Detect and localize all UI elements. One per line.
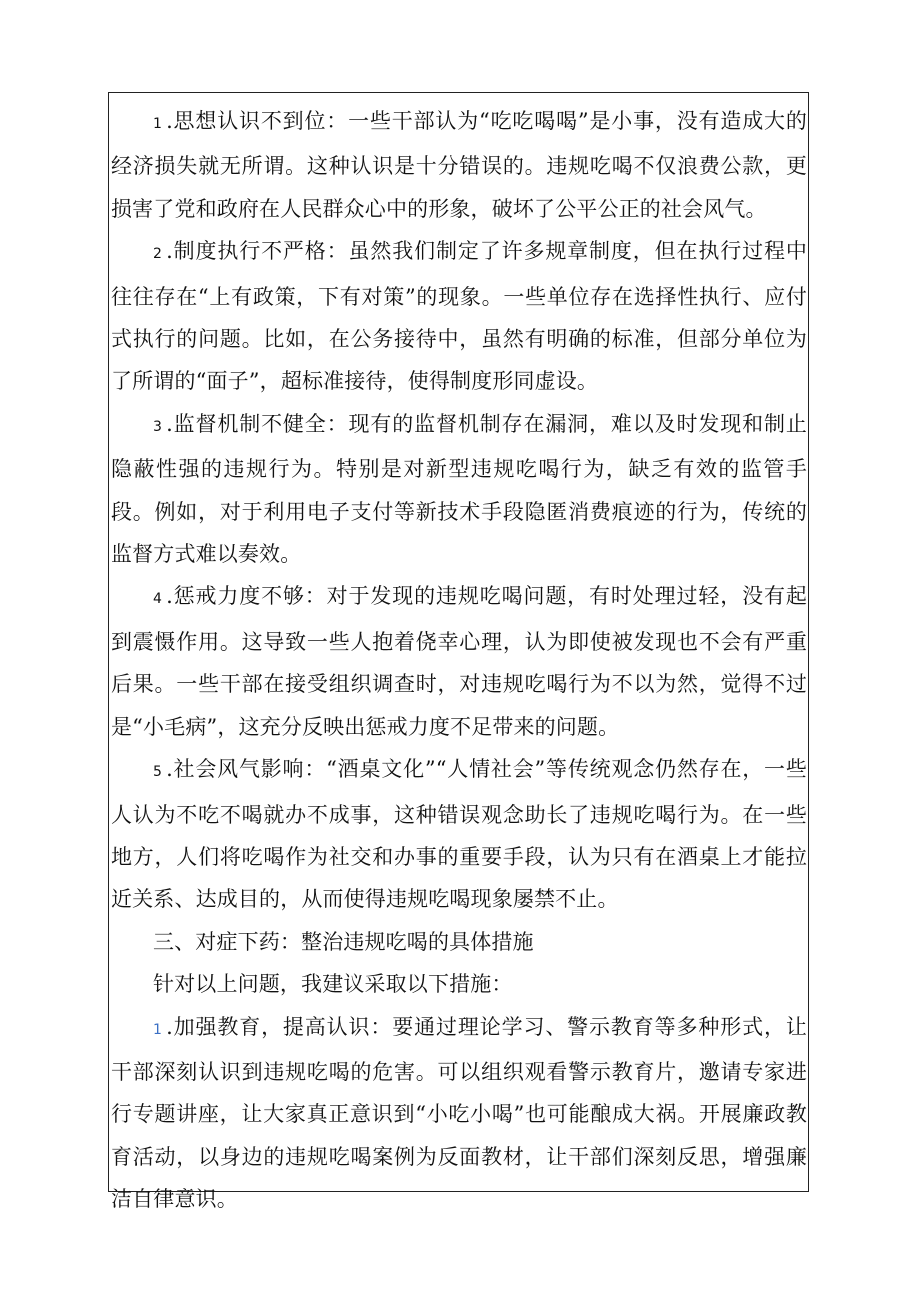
paragraph-number: 3 [153, 418, 163, 435]
paragraph-text: .思想认识不到位：一些干部认为“吃吃喝喝”是小事，没有造成大的经济损失就无所谓。这种认识是十分错误的。违规吃喝不仅浪费公款，更损害了党和政府在人民群众心中的形象，破坏了公平公正的社会风气。 [111, 109, 807, 221]
paragraph-number: 2 [153, 246, 163, 263]
paragraph-text: .惩戒力度不够：对于发现的违规吃喝问题，有时处理过轻，没有起到震慑作用。这导致一些人抱着侥幸心理，认为即使被发现也不会有严重后果。一些干部在接受组织调查时，对违规吃喝行为不以为然，觉得不过是“小毛病”，这充分反映出惩戒力度不足带来的问题。 [111, 584, 807, 739]
paragraph-4 [111, 575, 807, 748]
measure-paragraph-1 [111, 1006, 807, 1221]
intro-paragraph [111, 963, 807, 1005]
paragraph-number: 1 [153, 1021, 163, 1038]
paragraph-number: 1 [153, 116, 163, 132]
paragraph-1 [111, 100, 807, 230]
document-body [111, 100, 807, 1221]
paragraph-text: .社会风气影响：“酒桌文化”“人情社会”等传统观念仍然存在，一些人认为不吃不喝就办不成事，这种错误观念助长了违规吃喝行为。在一些地方，人们将吃喝作为社交和办事的重要手段，认为只有在酒桌上才能拉近关系、达成目的，从而使得违规吃喝现象屡禁不止。 [111, 757, 807, 912]
paragraph-5 [111, 748, 807, 921]
paragraph-3 [111, 403, 807, 576]
paragraph-text: 针对以上问题，我建议采取以下措施： [153, 972, 513, 997]
paragraph-number: 4 [153, 591, 163, 608]
paragraph-text: .制度执行不严格：虽然我们制定了许多规章制度，但在执行过程中往往存在“上有政策，下有对策”的现象。一些单位存在选择性执行、应付式执行的问题。比如，在公务接待中，虽然有明确的标准，但部分单位为了所谓的“面子”，超标准接待，使得制度形同虚设。 [111, 239, 807, 394]
heading-text: 三、对症下药：整治违规吃喝的具体措施 [153, 929, 534, 954]
paragraph-text: .加强教育，提高认识：要通过理论学习、警示教育等多种形式，让干部深刻认识到违规吃喝的危害。可以组织观看警示教育片，邀请专家进行专题讲座，让大家真正意识到“小吃小喝”也可能酿成大祸。开展廉政教育活动，以身边的违规吃喝案例为反面教材，让干部们深刻反思，增强廉洁自律意识。 [111, 1014, 807, 1212]
paragraph-2 [111, 230, 807, 403]
paragraph-text: .监督机制不健全：现有的监督机制存在漏洞，难以及时发现和制止隐蔽性强的违规行为。特别是对新型违规吃喝行为，缺乏有效的监管手段。例如，对于利用电子支付等新技术手段隐匿消费痕迹的行为，传统的监督方式难以奏效。 [111, 411, 807, 567]
paragraph-number: 5 [153, 764, 163, 781]
section-heading [111, 921, 807, 963]
